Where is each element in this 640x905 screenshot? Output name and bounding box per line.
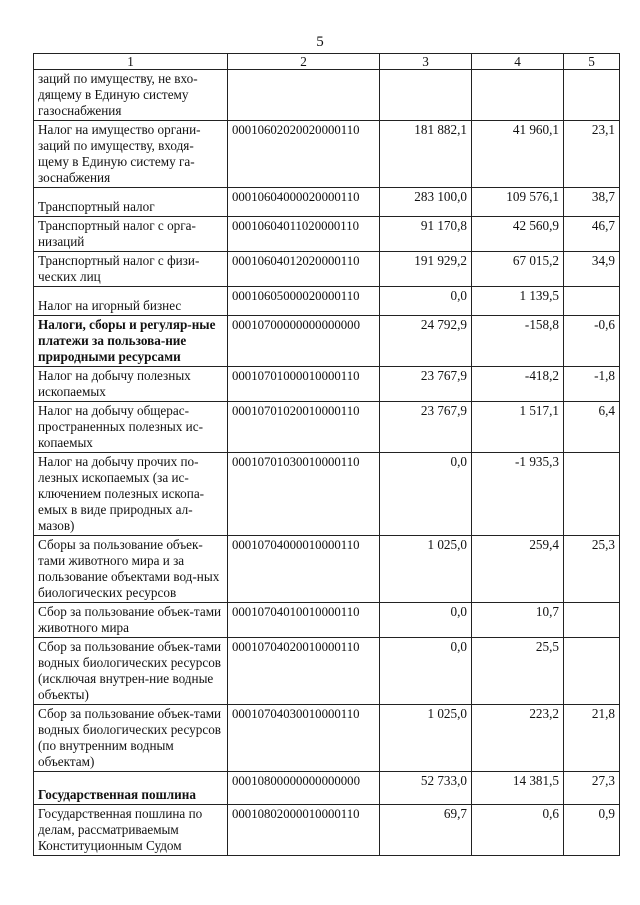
row-col3-cell: 52 733,0 bbox=[380, 772, 472, 805]
column-header-2: 2 bbox=[228, 54, 380, 70]
row-col5-cell bbox=[564, 638, 620, 705]
row-col4-cell: 25,5 bbox=[472, 638, 564, 705]
table-row bbox=[34, 252, 620, 287]
row-name-cell: Сборы за пользование объек-тами животного мира и за пользование объектами вод-ных биологических ресурсов bbox=[34, 536, 228, 603]
row-col4-cell: 67 015,2 bbox=[472, 252, 564, 287]
row-name-cell: заций по имуществу, не вхо-дящему в Единую систему газоснабжения bbox=[34, 70, 228, 121]
row-col5-cell: 46,7 bbox=[564, 217, 620, 252]
row-col5-cell: 23,1 bbox=[564, 121, 620, 188]
row-col3-cell: 181 882,1 bbox=[380, 121, 472, 188]
row-col5-cell: 25,3 bbox=[564, 536, 620, 603]
row-code-cell: 00010604012020000110 bbox=[228, 252, 380, 287]
row-code-cell: 00010604011020000110 bbox=[228, 217, 380, 252]
row-col5-cell: -1,8 bbox=[564, 367, 620, 402]
row-col5-cell bbox=[564, 603, 620, 638]
row-col4-cell: 1 517,1 bbox=[472, 402, 564, 453]
row-col3-cell: 1 025,0 bbox=[380, 705, 472, 772]
row-col3-cell: 0,0 bbox=[380, 287, 472, 316]
row-col5-cell: 34,9 bbox=[564, 252, 620, 287]
table-row bbox=[34, 367, 620, 402]
row-col3-cell: 23 767,9 bbox=[380, 367, 472, 402]
row-col5-cell: 38,7 bbox=[564, 188, 620, 217]
row-code-cell: 00010605000020000110 bbox=[228, 287, 380, 316]
table-row bbox=[34, 453, 620, 536]
row-col3-cell: 24 792,9 bbox=[380, 316, 472, 367]
table-row bbox=[34, 121, 620, 188]
row-code-cell: 00010802000010000110 bbox=[228, 805, 380, 856]
row-col5-cell: 0,9 bbox=[564, 805, 620, 856]
row-col4-cell: 223,2 bbox=[472, 705, 564, 772]
row-col5-cell bbox=[564, 70, 620, 121]
budget-table bbox=[33, 53, 620, 856]
row-code-cell: 00010602020020000110 bbox=[228, 121, 380, 188]
row-code-cell: 00010704000010000110 bbox=[228, 536, 380, 603]
row-name-cell: Налог на добычу общерас-пространенных полезных ис-копаемых bbox=[34, 402, 228, 453]
row-code-cell: 00010704010010000110 bbox=[228, 603, 380, 638]
row-code-cell: 00010701000010000110 bbox=[228, 367, 380, 402]
column-header-5: 5 bbox=[564, 54, 620, 70]
row-code-cell: 00010800000000000000 bbox=[228, 772, 380, 805]
row-col3-cell: 283 100,0 bbox=[380, 188, 472, 217]
table-row bbox=[34, 536, 620, 603]
row-col5-cell: -0,6 bbox=[564, 316, 620, 367]
row-col3-cell bbox=[380, 70, 472, 121]
row-col4-cell: 41 960,1 bbox=[472, 121, 564, 188]
row-col5-cell: 21,8 bbox=[564, 705, 620, 772]
row-col4-cell: 109 576,1 bbox=[472, 188, 564, 217]
row-name-cell: Сбор за пользование объек-тами водных биологических ресурсов (по внутренним водным объектам) bbox=[34, 705, 228, 772]
row-col3-cell: 0,0 bbox=[380, 603, 472, 638]
row-col5-cell: 6,4 bbox=[564, 402, 620, 453]
table-row bbox=[34, 188, 620, 217]
table-row bbox=[34, 772, 620, 805]
row-col4-cell: 14 381,5 bbox=[472, 772, 564, 805]
row-col3-cell: 0,0 bbox=[380, 453, 472, 536]
column-header-4: 4 bbox=[472, 54, 564, 70]
row-name-cell: Сбор за пользование объек-тами водных биологических ресурсов (исключая внутрен-ние водные объекты) bbox=[34, 638, 228, 705]
row-name-cell: Транспортный налог с физи-ческих лиц bbox=[34, 252, 228, 287]
row-code-cell bbox=[228, 70, 380, 121]
row-col5-cell bbox=[564, 287, 620, 316]
row-col4-cell: 42 560,9 bbox=[472, 217, 564, 252]
row-name-cell: Сбор за пользование объек-тами животного мира bbox=[34, 603, 228, 638]
row-code-cell: 00010604000020000110 bbox=[228, 188, 380, 217]
table-row bbox=[34, 638, 620, 705]
table-row bbox=[34, 705, 620, 772]
row-name-cell: Транспортный налог bbox=[34, 188, 228, 217]
row-col4-cell: 259,4 bbox=[472, 536, 564, 603]
row-col5-cell bbox=[564, 453, 620, 536]
row-col3-cell: 91 170,8 bbox=[380, 217, 472, 252]
row-col3-cell: 1 025,0 bbox=[380, 536, 472, 603]
table-row bbox=[34, 70, 620, 121]
row-col4-cell: -418,2 bbox=[472, 367, 564, 402]
row-col3-cell: 0,0 bbox=[380, 638, 472, 705]
row-col4-cell: 10,7 bbox=[472, 603, 564, 638]
row-col3-cell: 191 929,2 bbox=[380, 252, 472, 287]
row-name-cell: Налоги, сборы и регуляр-ные платежи за пользова-ние природными ресурсами bbox=[34, 316, 228, 367]
row-name-cell: Налог на игорный бизнес bbox=[34, 287, 228, 316]
row-code-cell: 00010701030010000110 bbox=[228, 453, 380, 536]
row-code-cell: 00010700000000000000 bbox=[228, 316, 380, 367]
row-col3-cell: 69,7 bbox=[380, 805, 472, 856]
page-number: 5 bbox=[316, 34, 324, 50]
row-col3-cell: 23 767,9 bbox=[380, 402, 472, 453]
column-header-3: 3 bbox=[380, 54, 472, 70]
table-row bbox=[34, 217, 620, 252]
table-row bbox=[34, 805, 620, 856]
table-row bbox=[34, 402, 620, 453]
row-col4-cell: -158,8 bbox=[472, 316, 564, 367]
row-code-cell: 00010704020010000110 bbox=[228, 638, 380, 705]
row-name-cell: Государственная пошлина по делам, рассматриваемым Конституционным Судом bbox=[34, 805, 228, 856]
row-col4-cell bbox=[472, 70, 564, 121]
row-col4-cell: 0,6 bbox=[472, 805, 564, 856]
row-name-cell: Государственная пошлина bbox=[34, 772, 228, 805]
table-row bbox=[34, 287, 620, 316]
row-code-cell: 00010704030010000110 bbox=[228, 705, 380, 772]
row-col4-cell: -1 935,3 bbox=[472, 453, 564, 536]
row-code-cell: 00010701020010000110 bbox=[228, 402, 380, 453]
table-row bbox=[34, 603, 620, 638]
row-name-cell: Налог на имущество органи-заций по имуществу, входя-щему в Единую систему га-зоснабжения bbox=[34, 121, 228, 188]
table-row bbox=[34, 316, 620, 367]
table-header-row bbox=[34, 54, 620, 70]
row-col4-cell: 1 139,5 bbox=[472, 287, 564, 316]
row-name-cell: Транспортный налог с орга-низаций bbox=[34, 217, 228, 252]
row-col5-cell: 27,3 bbox=[564, 772, 620, 805]
row-name-cell: Налог на добычу прочих по-лезных ископаемых (за ис-ключением полезных ископа-емых в виде природных ал-мазов) bbox=[34, 453, 228, 536]
column-header-1: 1 bbox=[34, 54, 228, 70]
row-name-cell: Налог на добычу полезных ископаемых bbox=[34, 367, 228, 402]
